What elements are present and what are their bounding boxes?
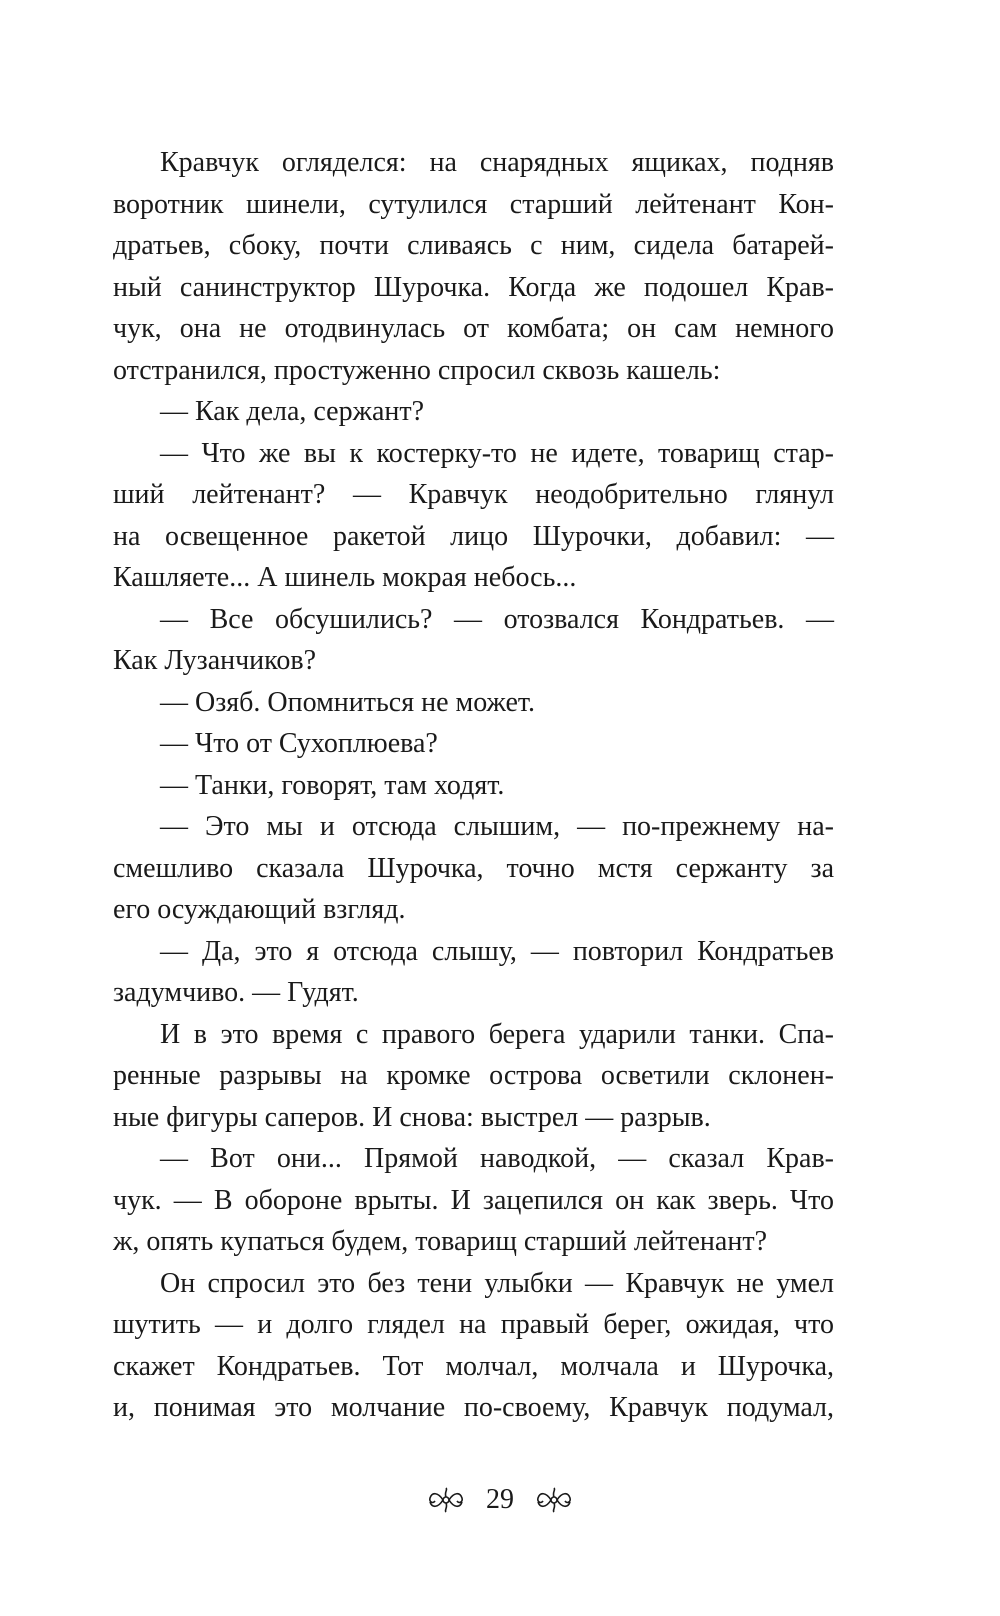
text-line: ж, опять купаться будем, товарищ старший лейтенант? — [113, 1226, 767, 1257]
text-line: воротник шинели, сутулился старший лейтенант Кон- — [113, 188, 834, 220]
text-line: на освещенное ракетой лицо Шурочки, добавил: — — [113, 520, 834, 552]
flourish-right-icon — [532, 1486, 576, 1514]
text-line: — Все обсушились? — отозвался Кондратьев. — — [160, 603, 834, 635]
text-line: — Как дела, сержант? — [160, 396, 425, 427]
text-line: — Что же вы к костерку-то не идете, товарищ стар- — [160, 437, 834, 469]
text-line: чук. — В обороне врыты. И зацепился он как зверь. Что — [113, 1184, 834, 1216]
text-line: и, понимая это молчание по-своему, Кравчук подумал, — [113, 1392, 834, 1423]
text-line: скажет Кондратьев. Тот молчал, молчала и Шурочка, — [113, 1350, 834, 1382]
page-body — [113, 142, 834, 1429]
text-line: Он спросил это без тени улыбки — Кравчук не умел — [160, 1267, 834, 1299]
text-line: — Это мы и отсюда слышим, — по-прежнему на- — [160, 811, 834, 842]
text-line: ные фигуры саперов. И снова: выстрел — разрыв. — [113, 1101, 711, 1133]
page-number: 29 — [486, 1484, 514, 1515]
text-line: ший лейтенант? — Кравчук неодобрительно глянул — [113, 479, 834, 510]
text-line: — Да, это я отсюда слышу, — повторил Кондратьев — [160, 935, 834, 967]
text-line: ренные разрывы на кромке острова осветили склонен- — [113, 1060, 834, 1091]
text-line: ный санинструктор Шурочка. Когда же подошел Крав- — [113, 271, 834, 303]
text-line: отстранился, простуженно спросил сквозь кашель: — [113, 354, 721, 386]
text-line: — Вот они... Прямой наводкой, — сказал Крав- — [160, 1143, 834, 1174]
flourish-left-icon — [424, 1486, 468, 1514]
text-line: смешливо сказала Шурочка, точно мстя сержанту за — [113, 852, 834, 884]
text-line: — Танки, говорят, там ходят. — [160, 769, 505, 801]
text-line: задумчиво. — Гудят. — [113, 977, 359, 1008]
text-line: шутить — и долго глядел на правый берег, ожидая, что — [113, 1309, 834, 1340]
text-line: Как Лузанчиков? — [113, 645, 316, 676]
page-footer — [0, 1478, 1000, 1522]
text-line: — Озяб. Опомниться не может. — [160, 686, 536, 718]
text-line: его осуждающий взгляд. — [113, 894, 406, 925]
text-line: Кашляете... А шинель мокрая небось... — [113, 562, 577, 593]
text-line: Кравчук огляделся: на снарядных ящиках, подняв — [160, 147, 834, 178]
text-line: И в это время с правого берега ударили танки. Спа- — [160, 1018, 834, 1050]
text-line: чук, она не отодвинулась от комбата; он сам немного — [113, 313, 834, 344]
text-line: — Что от Сухоплюева? — [160, 728, 438, 759]
text-line: дратьев, сбоку, почти сливаясь с ним, сидела батарей- — [113, 230, 834, 261]
